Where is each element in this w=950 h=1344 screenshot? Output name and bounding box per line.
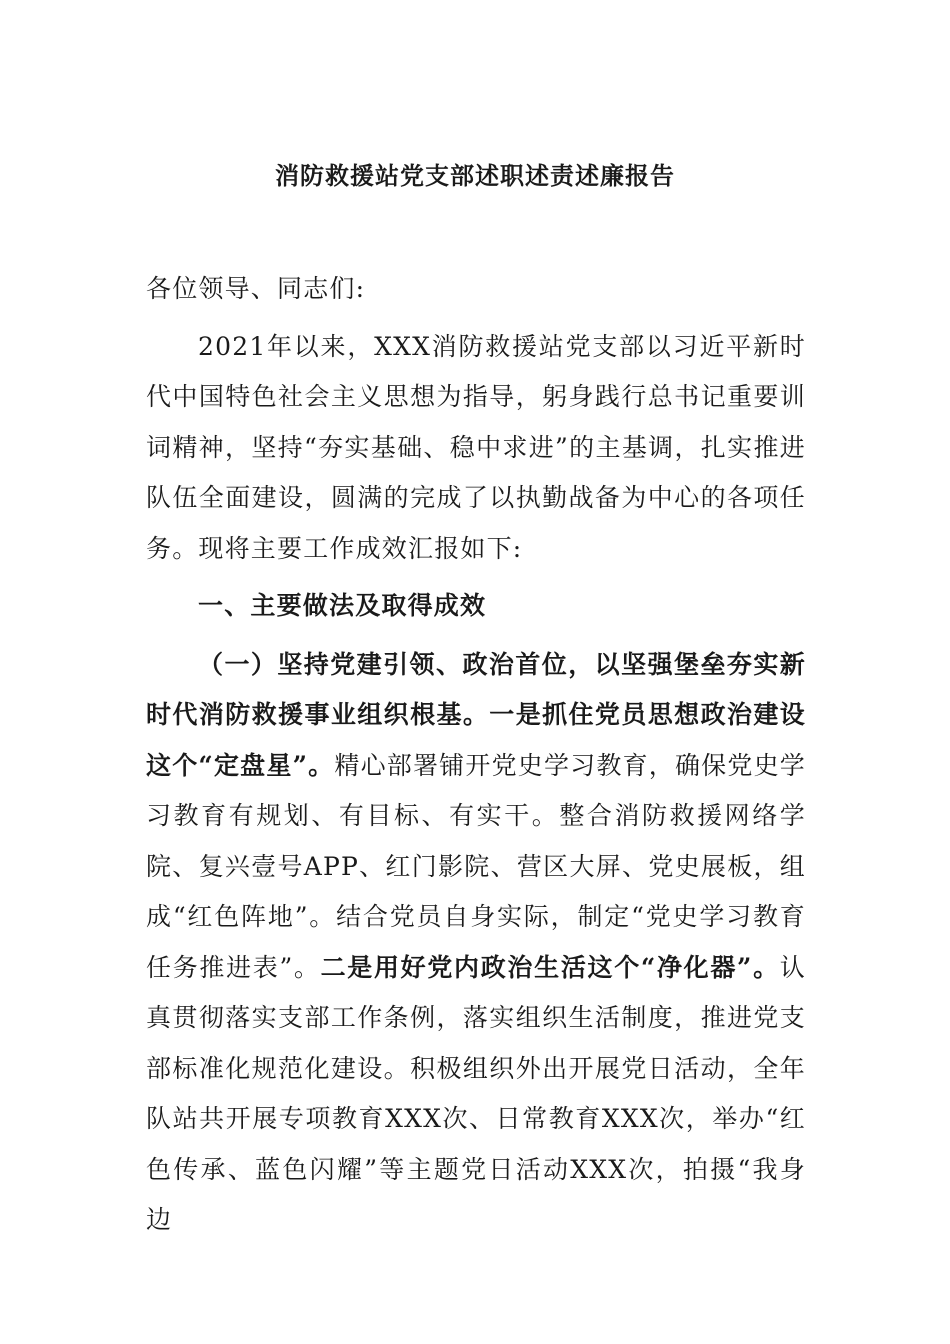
subsection-text-1: 精心部署铺开党史学习教育，确保党史学习教育有规划、有目标、有实干。整合消防救援网络学院、复兴壹号APP、红门影院、营区大屏、党史展板，组成“红色阵地”。结合党员自身实际，制定“党史学习教育任务推进表”。	[146, 750, 806, 982]
subsection-paragraph	[146, 640, 806, 1246]
document-title: 消防救援站党支部述职述责述廉报告	[275, 161, 675, 190]
intro-paragraph: 2021年以来，XXX消防救援站党支部以习近平新时代中国特色社会主义思想为指导，躬身践行总书记重要训词精神，坚持“夯实基础、稳中求进”的主基调，扎实推进队伍全面建设，圆满的完成了以执勤战备为中心的各项任务。现将主要工作成效汇报如下:	[146, 331, 806, 563]
document-body	[146, 264, 806, 1246]
subsection-bold-2: 二是用好党内政治生活这个“净化器”。	[320, 952, 780, 982]
salutation: 各位领导、同志们:	[146, 274, 366, 303]
subsection-text-2: 认真贯彻落实支部工作条例，落实组织生活制度，推进党支部标准化规范化建设。积极组织外出开展党日活动，全年队站共开展专项教育XXX次、日常教育XXX次，举办“红色传承、蓝色闪耀”等主题党日活动XXX次，拍摄“我身边	[146, 952, 806, 1234]
subsection-lead: （一）坚持党建引领、政治首位，以坚强堡垒夯实新时代消防救援事业组织根基。一是抓住党员思想政治建设这个“定盘星”。	[146, 649, 806, 780]
section-heading: 一、主要做法及取得成效	[198, 591, 487, 620]
